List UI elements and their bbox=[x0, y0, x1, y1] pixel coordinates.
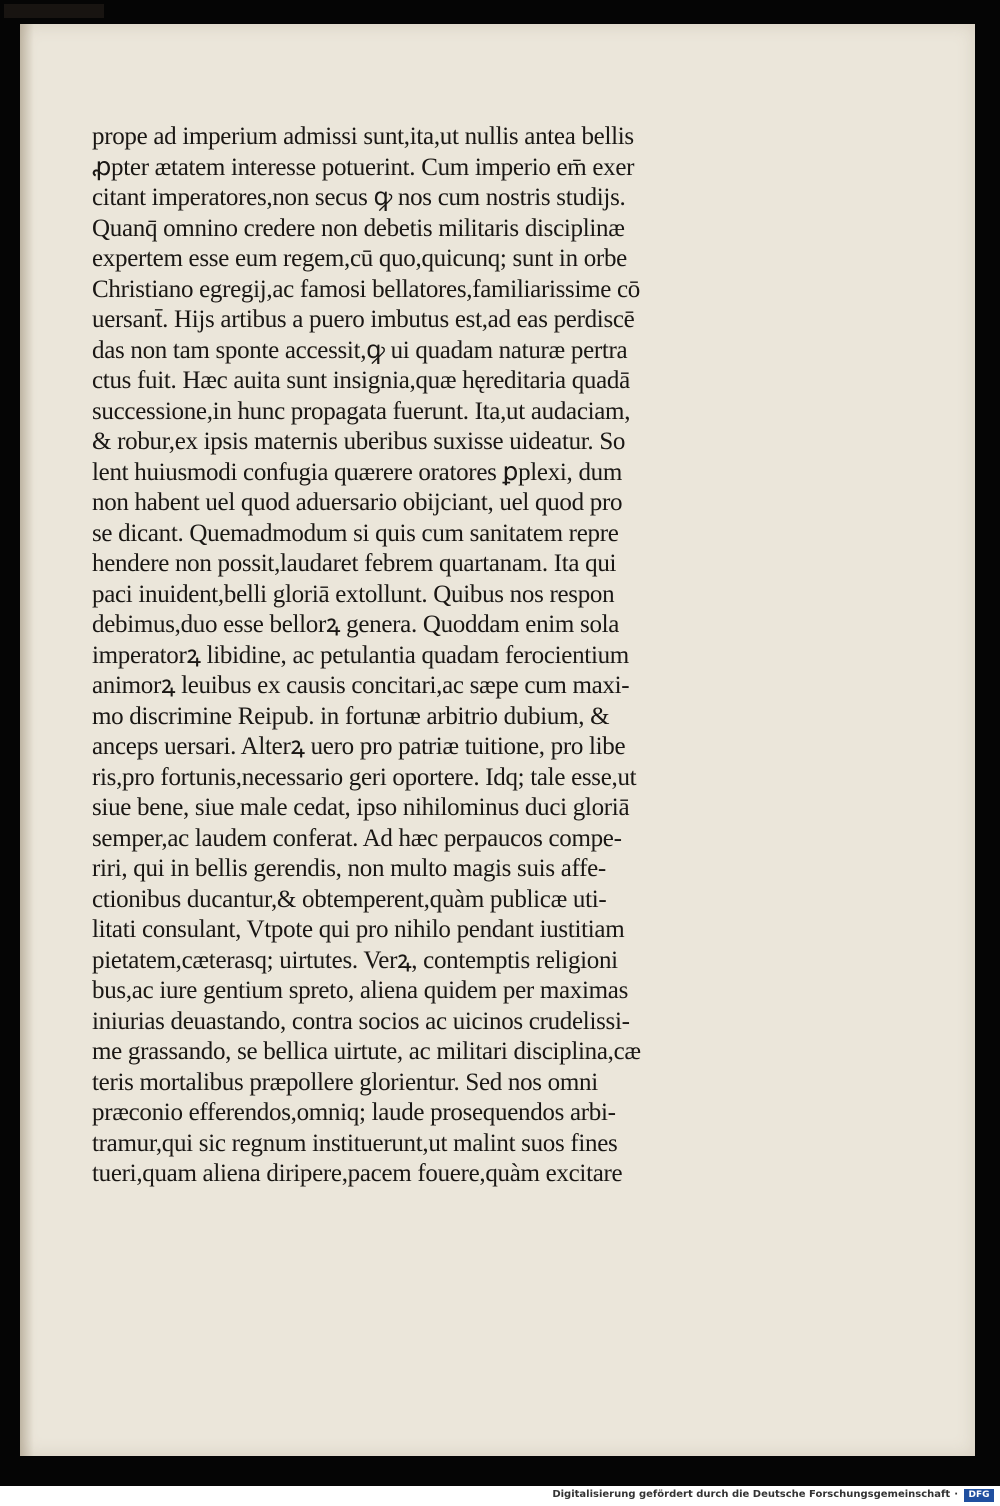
text-line: me grassando, se bellica uirtute, ac militari disciplina,cæ bbox=[92, 1038, 641, 1065]
text-line: præconio efferendos,omniq; laude prosequendos arbi- bbox=[92, 1099, 616, 1126]
text-line: siue bene, siue male cedat, ipso nihilominus duci gloriā bbox=[92, 794, 630, 821]
funding-credit bbox=[552, 1489, 958, 1500]
text-line: se dicant. Quemadmodum si quis cum sanitatem repre bbox=[92, 519, 619, 547]
credit-separator: · bbox=[954, 1489, 958, 1500]
text-line: bus,ac iure gentium spreto, aliena quidem per maximas bbox=[92, 977, 629, 1004]
text-line: anceps uersari. Alterꝝ uero pro patriæ tuitione, pro libe bbox=[92, 733, 626, 760]
book-page bbox=[20, 24, 975, 1456]
scan-corner-label bbox=[4, 4, 104, 18]
text-line: & robur,ex ipsis maternis uberibus suxisse uideatur. So bbox=[92, 428, 626, 455]
funding-credit-text: Digitalisierung gefördert durch die Deutsche Forschungsgemeinschaft bbox=[552, 1489, 951, 1500]
text-line: paci inuident,belli gloriā extollunt. Quibus nos respon bbox=[92, 580, 615, 608]
text-line: tueri,quam aliena diripere,pacem fouere,quàm excitare bbox=[92, 1160, 623, 1187]
dfg-logo-icon: DFG bbox=[964, 1489, 994, 1502]
text-line: ctus fuit. Hæc auita sunt insignia,quæ hęreditaria quadā bbox=[92, 367, 630, 394]
text-line: Christiano egregij,ac famosi bellatores,familiarissime cō bbox=[92, 275, 641, 303]
text-line: imperatorꝝ libidine, ac petulantia quadam ferocientium bbox=[92, 641, 629, 669]
text-line: debimus,duo esse bellorꝝ genera. Quoddam enim sola bbox=[92, 611, 620, 638]
text-line: iniurias deuastando, contra socios ac uicinos crudelissi- bbox=[92, 1007, 630, 1035]
text-line: das non tam sponte accessit,ꝙ ui quadam naturæ pertra bbox=[92, 336, 628, 364]
text-line: riri, qui in bellis gerendis, non multo magis suis affe- bbox=[92, 855, 606, 882]
text-line: Quanq̄ omnino credere non debetis militaris disciplinæ bbox=[92, 214, 625, 242]
text-line: successione,in hunc propagata fuerunt. Ita,ut audaciam, bbox=[92, 397, 631, 425]
text-line: ꝓpter ætatem interesse potuerint. Cum imperio em̄ exer bbox=[92, 153, 635, 181]
text-line: teris mortalibus præpollere glorientur. Sed nos omni bbox=[92, 1068, 598, 1096]
text-line: tramur,qui sic regnum instituerunt,ut malint suos fines bbox=[92, 1129, 618, 1157]
text-line: semper,ac laudem conferat. Ad hæc perpaucos compe- bbox=[92, 824, 622, 852]
text-line: expertem esse eum regem,cū quo,quicunq; sunt in orbe bbox=[92, 245, 627, 272]
text-line: ctionibus ducantur,& obtemperent,quàm publicæ uti- bbox=[92, 885, 607, 913]
text-line: pietatem,cæterasq; uirtutes. Verꝝ, contemptis religioni bbox=[92, 946, 618, 974]
text-line: mo discrimine Reipub. in fortunæ arbitrio dubium, & bbox=[92, 702, 610, 730]
text-line: citant imperatores,non secus ꝙ nos cum nostris studijs. bbox=[92, 184, 626, 211]
text-line: animorꝝ leuibus ex causis concitari,ac sæpe cum maxi- bbox=[92, 672, 630, 699]
footer-bar bbox=[0, 1486, 1000, 1506]
text-line: non habent uel quod aduersario obijciant, uel quod pro bbox=[92, 489, 623, 516]
page-text-block bbox=[92, 122, 787, 1252]
text-line: uersant̄. Hijs artibus a puero imbutus est,ad eas perdiscē bbox=[92, 306, 635, 333]
text-line: prope ad imperium admissi sunt,ita,ut nullis antea bellis bbox=[92, 123, 634, 150]
text-line: lent huiusmodi confugia quærere oratores ꝑplexi, dum bbox=[92, 458, 623, 486]
text-line: litati consulant, Vtpote qui pro nihilo pendant iustitiam bbox=[92, 916, 625, 943]
text-line: ris,pro fortunis,necessario geri oportere. Idq; tale esse,ut bbox=[92, 763, 637, 791]
text-line: hendere non possit,laudaret febrem quartanam. Ita qui bbox=[92, 550, 617, 577]
